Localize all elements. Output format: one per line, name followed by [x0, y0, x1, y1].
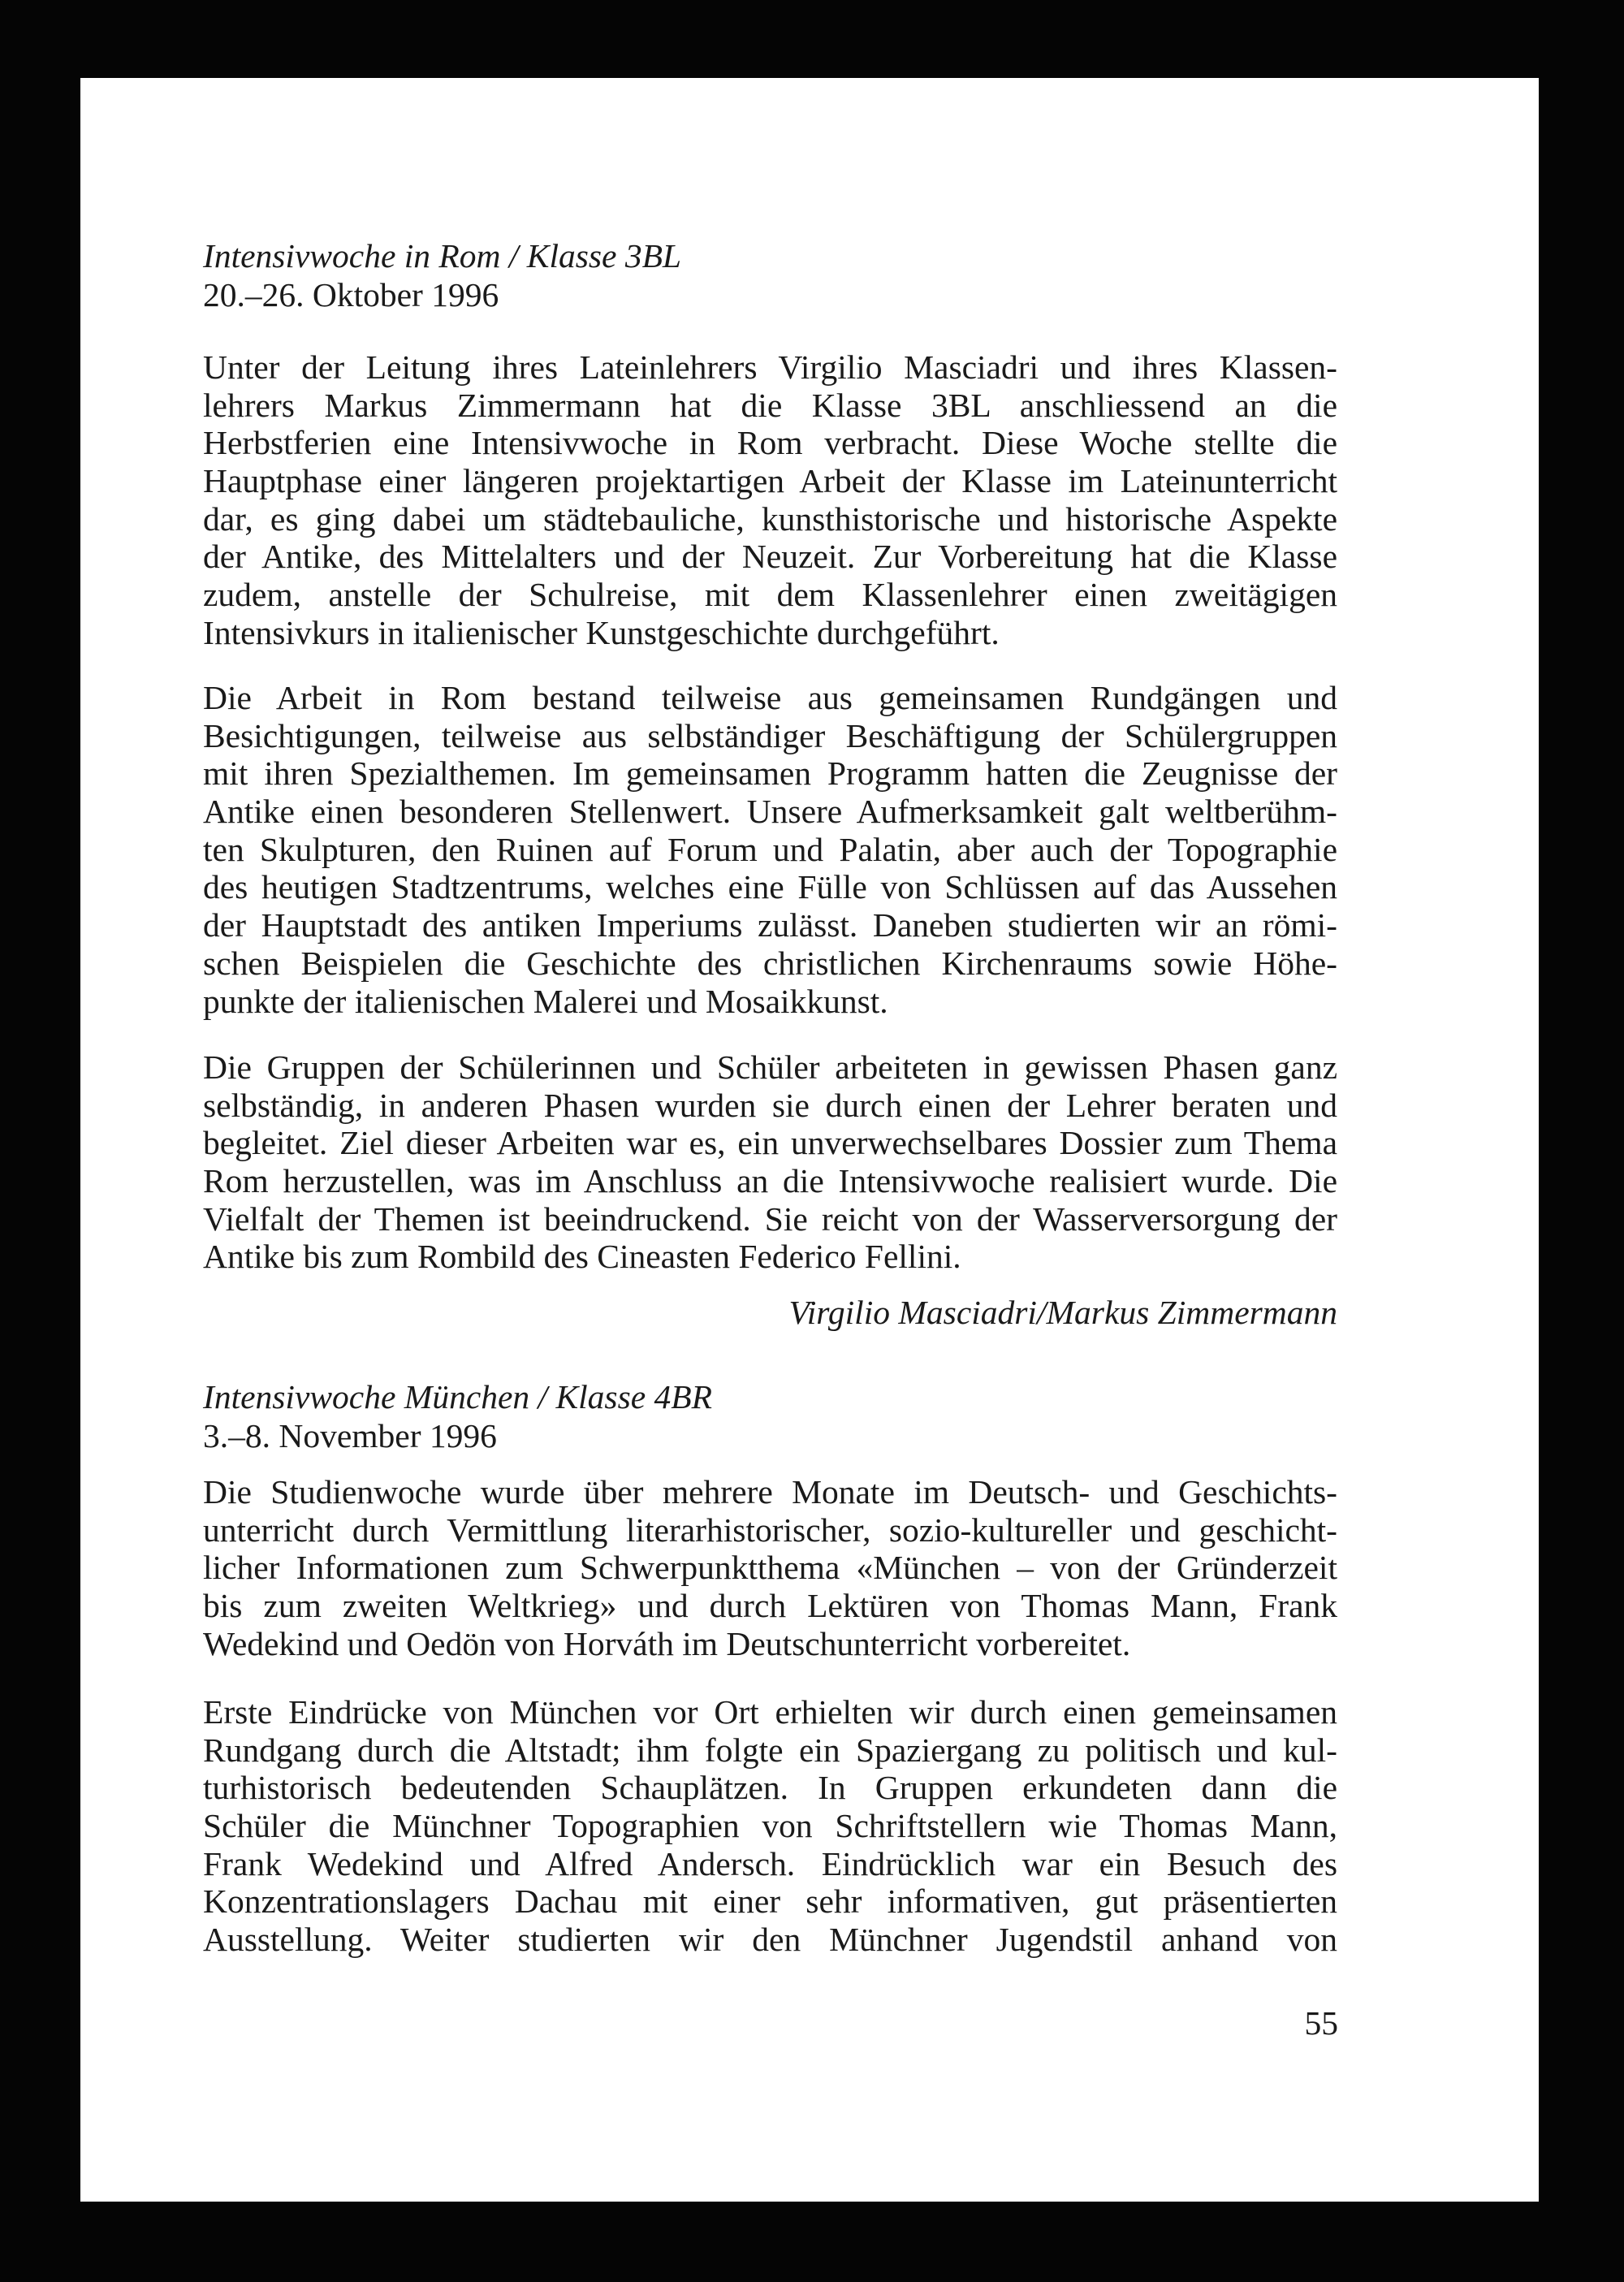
text-line: Rundgang durch die Altstadt; ihm folgte ein Spaziergang zu politisch und kul- [203, 1731, 1337, 1769]
text-line: Die Gruppen der Schülerinnen und Schüler arbeiteten in gewissen Phasen ganz [203, 1048, 1337, 1086]
section-date: 3.–8. November 1996 [203, 1417, 497, 1454]
section-title: Intensivwoche München / Klasse 4BR [203, 1378, 712, 1415]
text-line: Antike bis zum Rombild des Cineasten Federico Fellini. [203, 1238, 961, 1276]
text-line: Besichtigungen, teilweise aus selbständiger Beschäftigung der Schülergruppen [203, 716, 1337, 754]
text-line: dar, es ging dabei um städtebauliche, kunsthistorische und historische Aspekte [203, 499, 1337, 538]
text-line: Antike einen besonderen Stellenwert. Unsere Aufmerksamkeit galt weltberühm- [203, 793, 1337, 831]
section-2-paragraph-2 [203, 1693, 1337, 1959]
text-line: bis zum zweiten Weltkrieg» und durch Lektüren von Thomas Mann, Frank [203, 1587, 1337, 1625]
document-page [80, 78, 1539, 2202]
text-line: schen Beispielen die Geschichte des christlichen Kirchenraums sowie Höhe- [203, 944, 1337, 982]
text-line: licher Informationen zum Schwerpunktthema «München – von der Gründerzeit [203, 1549, 1337, 1587]
text-line: Rom herzustellen, was im Anschluss an die Intensivwoche realisiert wurde. Die [203, 1162, 1337, 1200]
section-title: Intensivwoche in Rom / Klasse 3BL [203, 237, 682, 274]
section-1-date [203, 276, 1337, 314]
text-line: Hauptphase einer längeren projektartigen Arbeit der Klasse im Lateinunterricht [203, 462, 1337, 500]
text-line: unterricht durch Vermittlung literarhistorischer, sozio-kultureller und geschicht- [203, 1511, 1337, 1549]
section-1-paragraph-2 [203, 679, 1337, 1020]
section-date: 20.–26. Oktober 1996 [203, 276, 499, 313]
section-2-title [203, 1378, 1337, 1416]
text-line: Schüler die Münchner Topographien von Schriftstellern wie Thomas Mann, [203, 1807, 1337, 1845]
text-line: Erste Eindrücke von München vor Ort erhielten wir durch einen gemeinsamen [203, 1693, 1337, 1731]
section-2-paragraph-1 [203, 1473, 1337, 1662]
text-line: Intensivkurs in italienischer Kunstgeschichte durchgeführt. [203, 613, 1000, 651]
text-line: Frank Wedekind und Alfred Andersch. Eindrücklich war ein Besuch des [203, 1844, 1337, 1882]
text-line: ten Skulpturen, den Ruinen auf Forum und Palatin, aber auch der Topographie [203, 830, 1337, 868]
section-1-title [203, 237, 1337, 275]
text-line: lehrers Markus Zimmermann hat die Klasse 3BL anschliessend an die [203, 386, 1337, 424]
text-line: Vielfalt der Themen ist beeindruckend. Sie reicht von der Wasserversorgung der [203, 1199, 1337, 1238]
text-line: Unter der Leitung ihres Lateinlehrers Virgilio Masciadri und ihres Klassen- [203, 348, 1337, 386]
text-line: Ausstellung. Weiter studierten wir den Münchner Jugendstil anhand von [203, 1921, 1337, 1959]
text-line: Wedekind und Oedön von Horváth im Deutschunterricht vorbereitet. [203, 1624, 1131, 1662]
text-line: turhistorisch bedeutenden Schauplätzen. In Gruppen erkundeten dann die [203, 1769, 1337, 1807]
text-line: punkte der italienischen Malerei und Mosaikkunst. [203, 982, 888, 1020]
section-1-paragraph-1 [203, 348, 1337, 652]
text-line: selbständig, in anderen Phasen wurden sie durch einen der Lehrer beraten und [203, 1086, 1337, 1124]
text-line: Konzentrationslagers Dachau mit einer sehr informativen, gut präsentierten [203, 1882, 1337, 1921]
text-line: der Antike, des Mittelalters und der Neuzeit. Zur Vorbereitung hat die Klasse [203, 538, 1337, 576]
text-line: der Hauptstadt des antiken Imperiums zulässt. Daneben studierten wir an römi- [203, 906, 1337, 944]
text-line: begleitet. Ziel dieser Arbeiten war es, ein unverwechselbares Dossier zum Thema [203, 1124, 1337, 1162]
text-line: des heutigen Stadtzentrums, welches eine Fülle von Schlüssen auf das Aussehen [203, 868, 1337, 906]
text-line: Herbstferien eine Intensivwoche in Rom verbracht. Diese Woche stellte die [203, 424, 1337, 462]
text-line: Die Arbeit in Rom bestand teilweise aus gemeinsamen Rundgängen und [203, 679, 1337, 716]
section-2-date [203, 1417, 1337, 1455]
text-line: zudem, anstelle der Schulreise, mit dem Klassenlehrer einen zweitägigen [203, 576, 1337, 614]
author-signature: Virgilio Masciadri/Markus Zimmermann [788, 1294, 1337, 1331]
page-number: 55 [1304, 2004, 1338, 2042]
text-line: Die Studienwoche wurde über mehrere Monate im Deutsch- und Geschichts- [203, 1473, 1337, 1511]
section-1-paragraph-3 [203, 1048, 1337, 1276]
text-line: mit ihren Spezialthemen. Im gemeinsamen Programm hatten die Zeugnisse der [203, 754, 1337, 793]
